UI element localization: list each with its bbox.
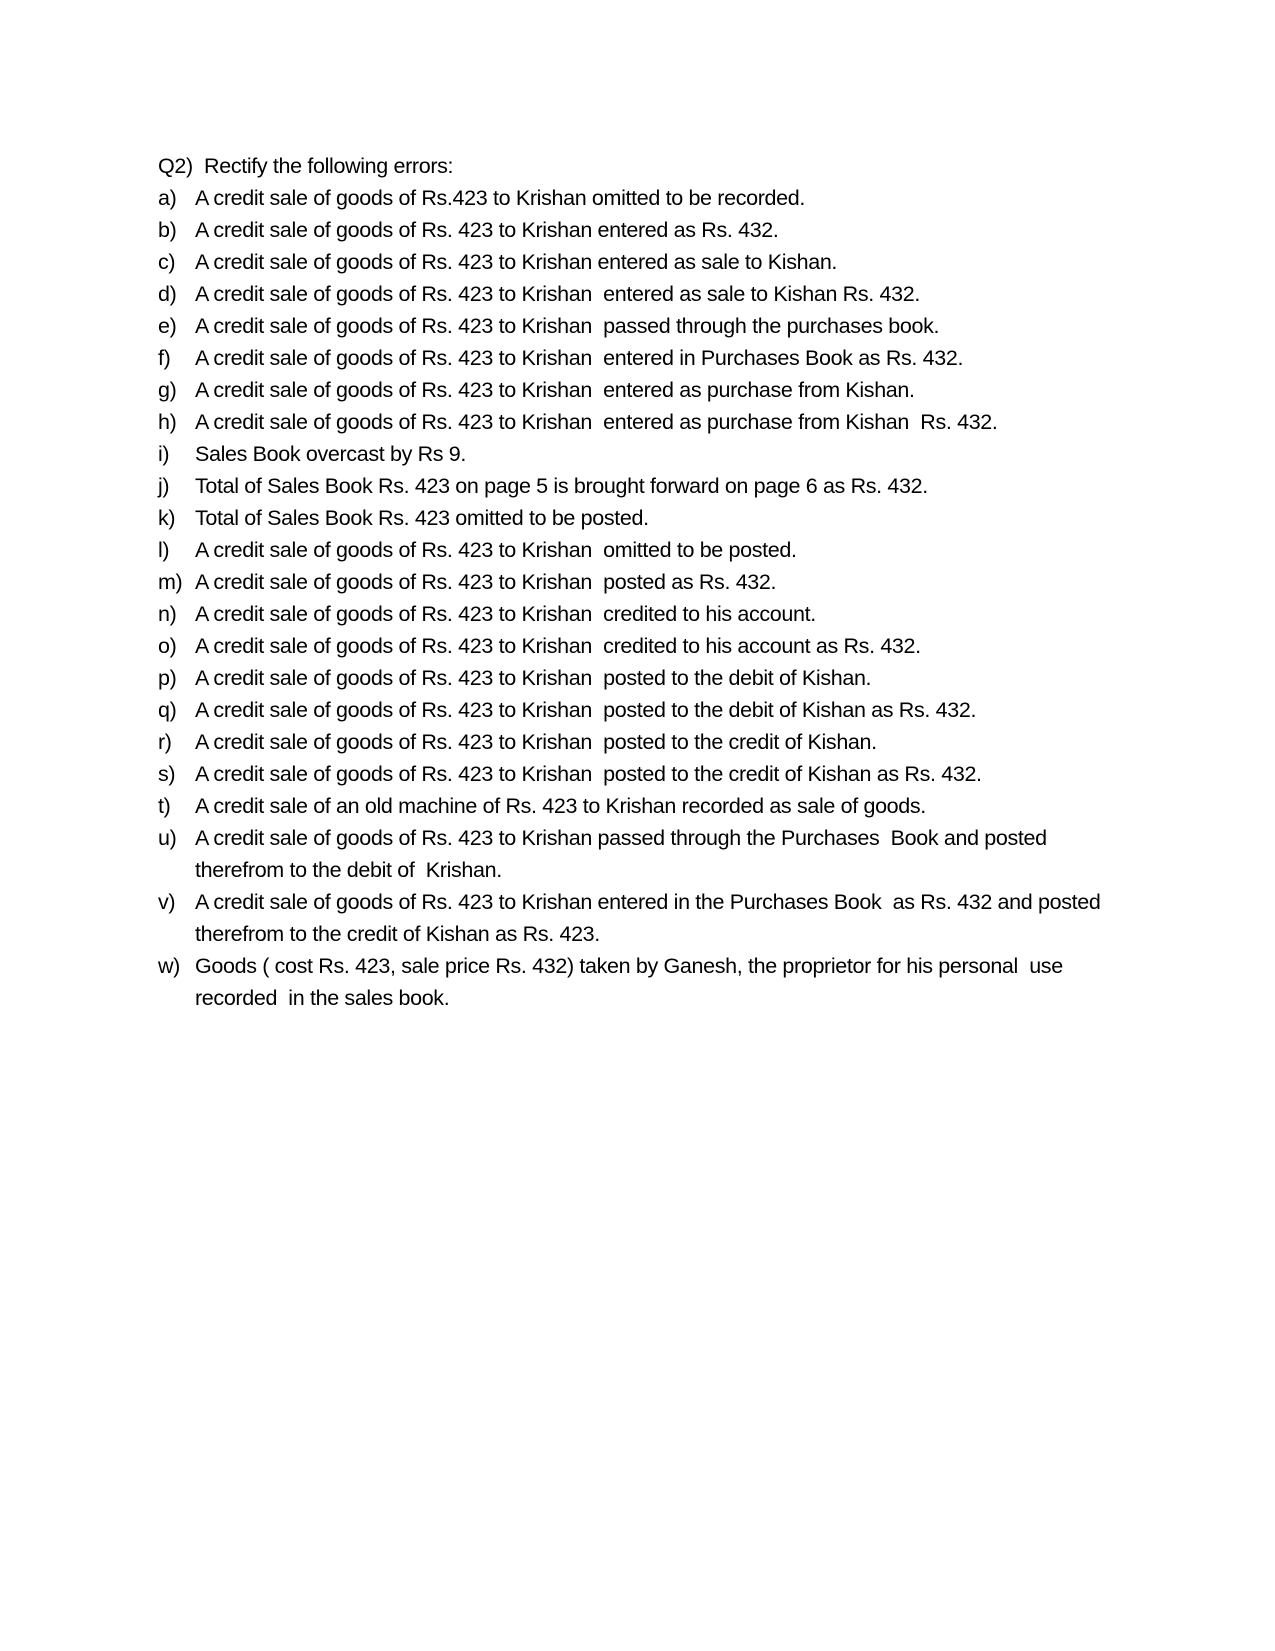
item-marker: c): [158, 250, 176, 274]
item-text: A credit sale of goods of Rs. 423 to Krishan credited to his account.: [195, 602, 816, 626]
list-item: [158, 278, 1138, 310]
list-item: [158, 470, 1138, 502]
list-item: [158, 406, 1138, 438]
list-item: [158, 214, 1138, 246]
item-text: A credit sale of goods of Rs. 423 to Krishan passed through the Purchases Book and posted therefrom to the debit of Krishan.: [195, 826, 1047, 882]
item-text: A credit sale of goods of Rs. 423 to Krishan passed through the purchases book.: [195, 314, 940, 338]
list-item: [158, 694, 1138, 726]
list-item: [158, 662, 1138, 694]
item-text: A credit sale of goods of Rs. 423 to Krishan entered as purchase from Kishan.: [195, 378, 915, 402]
item-text: A credit sale of goods of Rs. 423 to Krishan entered in Purchases Book as Rs. 432.: [195, 346, 964, 370]
item-marker: n): [158, 602, 177, 626]
item-marker: w): [158, 954, 180, 978]
error-list: [158, 182, 1138, 1014]
item-text: A credit sale of goods of Rs. 423 to Krishan credited to his account as Rs. 432.: [195, 634, 921, 658]
item-marker: b): [158, 218, 177, 242]
item-text: A credit sale of goods of Rs. 423 to Krishan entered as Rs. 432.: [195, 218, 779, 242]
item-marker: m): [158, 570, 183, 594]
item-text: A credit sale of goods of Rs. 423 to Krishan entered in the Purchases Book as Rs. 432 and posted therefrom to the credit of Kishan as Rs. 423.: [195, 890, 1101, 946]
item-marker: p): [158, 666, 177, 690]
item-marker: j): [158, 474, 170, 498]
list-item: [158, 598, 1138, 630]
item-text: A credit sale of goods of Rs. 423 to Krishan entered as purchase from Kishan Rs. 432.: [195, 410, 998, 434]
list-item: [158, 246, 1138, 278]
list-item: [158, 758, 1138, 790]
list-item: [158, 182, 1138, 214]
list-item: [158, 310, 1138, 342]
item-text: A credit sale of goods of Rs. 423 to Krishan entered as sale to Kishan.: [195, 250, 838, 274]
item-text: Goods ( cost Rs. 423, sale price Rs. 432) taken by Ganesh, the proprietor for his personal use recorded in the sales book.: [195, 954, 1063, 1010]
item-text: A credit sale of goods of Rs. 423 to Krishan posted to the credit of Kishan.: [195, 730, 877, 754]
item-marker: u): [158, 826, 177, 850]
list-item: [158, 886, 1138, 950]
item-text: Sales Book overcast by Rs 9.: [195, 442, 467, 466]
item-marker: f): [158, 346, 171, 370]
item-text: A credit sale of goods of Rs.423 to Krishan omitted to be recorded.: [195, 186, 805, 210]
list-item: [158, 342, 1138, 374]
item-marker: t): [158, 794, 171, 818]
list-item: [158, 374, 1138, 406]
item-marker: d): [158, 282, 177, 306]
item-text: A credit sale of goods of Rs. 423 to Krishan posted to the credit of Kishan as Rs. 432.: [195, 762, 982, 786]
item-marker: e): [158, 314, 177, 338]
item-marker: g): [158, 378, 177, 402]
item-marker: o): [158, 634, 177, 658]
item-text: A credit sale of goods of Rs. 423 to Krishan posted as Rs. 432.: [195, 570, 777, 594]
item-text: A credit sale of goods of Rs. 423 to Krishan omitted to be posted.: [195, 538, 797, 562]
item-marker: a): [158, 186, 177, 210]
list-item: [158, 950, 1138, 1014]
list-item: [158, 790, 1138, 822]
item-marker: l): [158, 538, 170, 562]
item-marker: i): [158, 442, 170, 466]
list-item: [158, 822, 1138, 886]
item-marker: s): [158, 762, 176, 786]
list-item: [158, 726, 1138, 758]
list-item: [158, 630, 1138, 662]
question-block: [158, 150, 1138, 1014]
item-text: A credit sale of goods of Rs. 423 to Krishan posted to the debit of Kishan.: [195, 666, 872, 690]
item-marker: k): [158, 506, 176, 530]
item-marker: q): [158, 698, 177, 722]
item-text: Total of Sales Book Rs. 423 on page 5 is brought forward on page 6 as Rs. 432.: [195, 474, 928, 498]
item-marker: v): [158, 890, 176, 914]
list-item: [158, 534, 1138, 566]
item-marker: r): [158, 730, 172, 754]
list-item: [158, 438, 1138, 470]
item-marker: h): [158, 410, 177, 434]
item-text: A credit sale of goods of Rs. 423 to Krishan entered as sale to Kishan Rs. 432.: [195, 282, 920, 306]
list-item: [158, 502, 1138, 534]
item-text: A credit sale of goods of Rs. 423 to Krishan posted to the debit of Kishan as Rs. 432.: [195, 698, 977, 722]
item-text: Total of Sales Book Rs. 423 omitted to be posted.: [195, 506, 649, 530]
list-item: [158, 566, 1138, 598]
item-text: A credit sale of an old machine of Rs. 423 to Krishan recorded as sale of goods.: [195, 794, 926, 818]
question-title: Q2) Rectify the following errors:: [158, 154, 454, 178]
